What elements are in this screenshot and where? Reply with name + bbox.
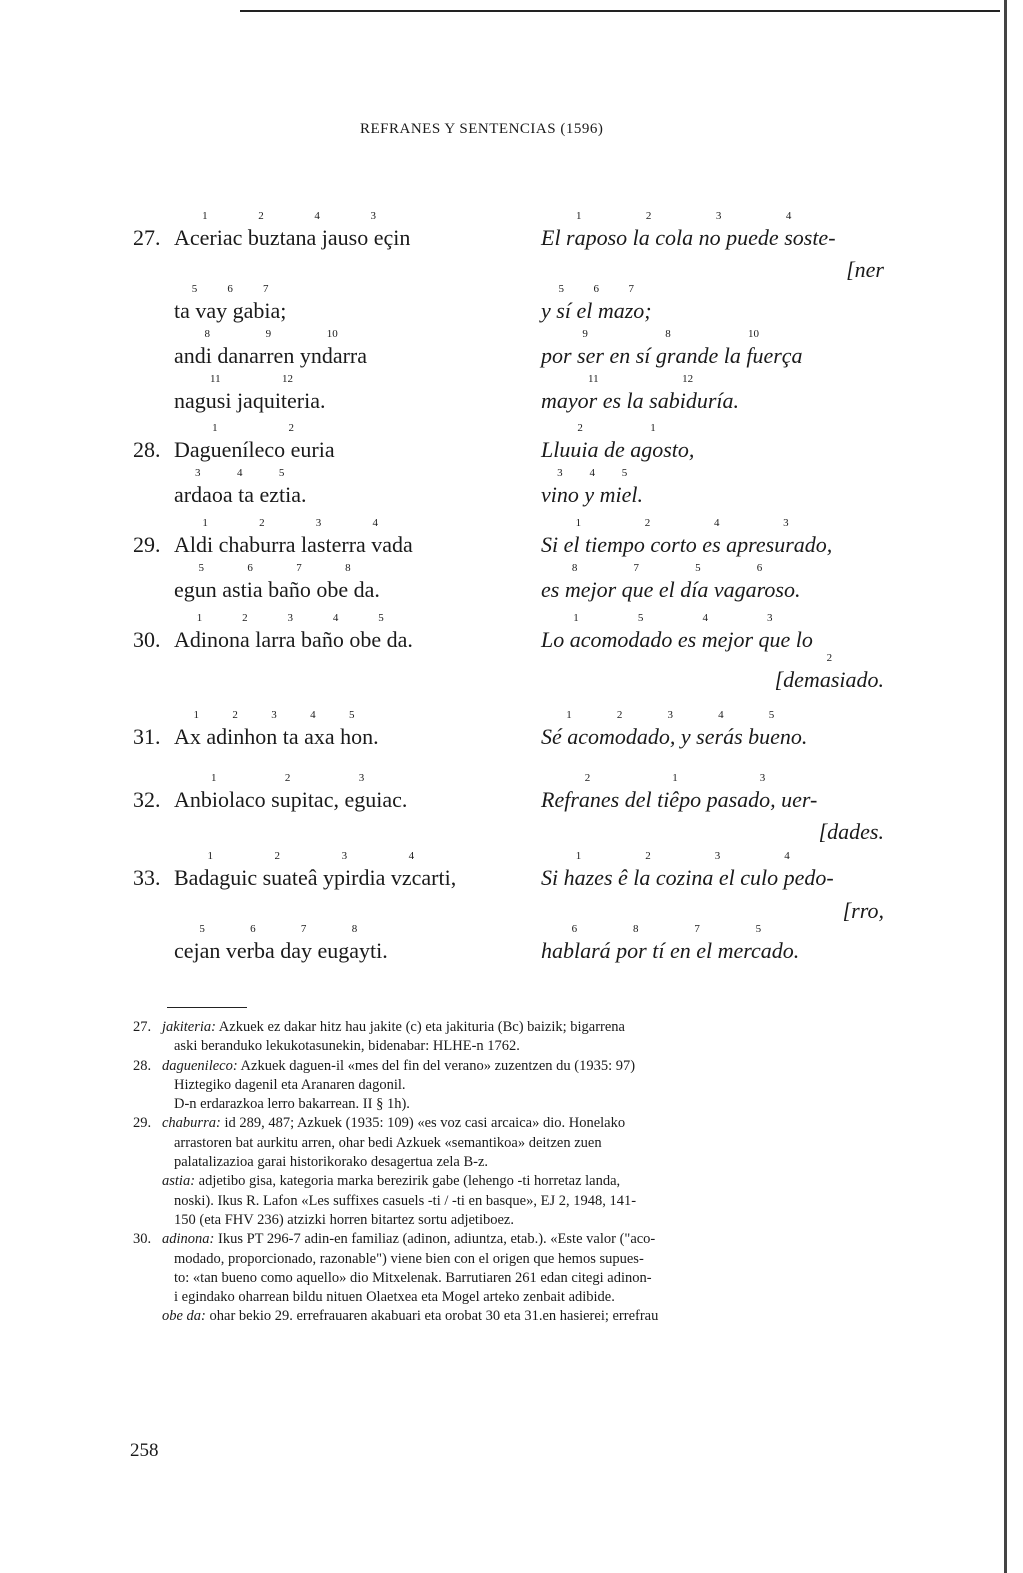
word-order-mark: 2 <box>242 612 248 624</box>
basque-line: Ax adinhon ta axa hon. <box>174 724 379 749</box>
word-order-mark: 2 <box>288 422 294 434</box>
spanish-line: [ner <box>846 257 884 282</box>
footnote-text: Ikus PT 296-7 adin-en familiaz (adinon, adiuntza, etab.). «Este valor ("aco- <box>217 1231 656 1248</box>
footnote-text: Azkuek daguen-il «mes del fin del verano» zuzentzen du (1935: 97) <box>240 1057 636 1074</box>
word-order-mark: 3 <box>667 709 674 721</box>
basque-line: nagusi jaquiteria. <box>174 388 326 413</box>
word-order-mark: 8 <box>345 562 351 574</box>
word-order-mark: 3 <box>341 850 348 862</box>
spanish-line: Sé acomodado, y serás bueno. <box>541 724 808 749</box>
word-order-mark: 7 <box>694 923 700 935</box>
footnote-term: adinona: <box>162 1231 215 1248</box>
word-order-mark: 5 <box>278 467 285 479</box>
footnote-text: D-n erdarazkoa lerro bakarrean. II § 1h). <box>174 1096 410 1113</box>
word-order-mark: 1 <box>210 772 217 784</box>
footnote-text: palatalizazioa garai historikorako desagertua zela B-z. <box>174 1154 489 1171</box>
proverb-number: 28. <box>133 437 161 462</box>
word-order-mark: 1 <box>202 210 208 222</box>
word-order-mark: 8 <box>204 328 211 340</box>
footnote-text: ohar bekio 29. errefrauaren akabuari eta orobat 30 eta 31.en hasierei; errefrau <box>209 1308 659 1325</box>
word-order-mark: 4 <box>332 612 339 624</box>
word-order-mark: 4 <box>713 517 720 529</box>
word-order-mark: 5 <box>558 283 564 295</box>
spanish-line: y sí el mazo; <box>541 298 652 323</box>
right-border-rule <box>1004 0 1007 1573</box>
word-order-mark: 3 <box>557 467 563 479</box>
footnote-term: jakiteria: <box>162 1019 216 1035</box>
word-order-mark: 5 <box>621 467 628 479</box>
word-order-mark: 3 <box>358 772 365 784</box>
footnote <box>133 1057 903 1115</box>
word-order-mark: 3 <box>714 850 721 862</box>
word-order-mark: 2 <box>645 210 652 222</box>
footnote-number: 28. <box>133 1057 152 1074</box>
word-order-mark: 2 <box>259 517 265 529</box>
word-order-mark: 2 <box>284 772 291 784</box>
word-order-mark: 8 <box>665 328 671 340</box>
word-order-mark: 7 <box>633 562 639 574</box>
footnote-term: obe da: <box>162 1308 206 1325</box>
spanish-line: [rro, <box>842 898 884 923</box>
word-order-mark: 5 <box>637 612 644 624</box>
word-order-mark: 5 <box>198 562 204 574</box>
basque-line: ardaoa ta eztia. <box>174 482 307 507</box>
word-order-mark: 1 <box>650 422 656 434</box>
footnote-text: i egindako oharrean bildu nituen Olaetxea eta Mogel arteko zenbait adibide. <box>174 1289 615 1306</box>
spanish-line: mayor es la sabiduría. <box>541 388 739 413</box>
basque-line: Adinona larra baño obe da. <box>174 627 413 652</box>
word-order-mark: 10 <box>326 328 338 340</box>
word-order-mark: 2 <box>258 210 264 222</box>
footnote-text: id 289, 487; Azkuek (1935: 109) «es voz casi arcaica» dio. Honelako <box>224 1115 626 1132</box>
word-order-mark: 4 <box>784 850 790 862</box>
word-order-mark: 1 <box>193 709 199 721</box>
footnote <box>133 1114 903 1172</box>
word-order-mark: 7 <box>300 923 307 935</box>
word-order-mark: 6 <box>227 283 233 295</box>
spanish-line: [dades. <box>818 819 884 844</box>
word-order-mark: 1 <box>573 612 579 624</box>
word-order-mark: 4 <box>236 467 243 479</box>
spanish-line: [demasiado. <box>774 667 884 692</box>
word-order-mark: 12 <box>682 373 694 385</box>
footnote <box>133 1018 903 1057</box>
word-order-mark: 2 <box>645 850 651 862</box>
spanish-line: Lo acomodado es mejor que lo <box>541 627 813 652</box>
spanish-line: El raposo la cola no puede soste- <box>541 225 836 250</box>
word-order-mark: 1 <box>212 422 218 434</box>
footnote-text: 150 (eta FHV 236) atzizki horren bitartez sortu adjetiboez. <box>174 1211 514 1228</box>
spanish-line: Si el tiempo corto es apresurado, <box>541 532 833 557</box>
spanish-line: es mejor que el día vagaroso. <box>541 577 801 602</box>
footnote <box>133 1230 903 1307</box>
word-order-mark: 2 <box>232 709 238 721</box>
footnote <box>133 1172 903 1230</box>
spanish-line: por ser en sí grande la fuerça <box>541 343 803 368</box>
word-order-mark: 5 <box>378 612 384 624</box>
word-order-mark: 3 <box>370 210 376 222</box>
proverb-number: 32. <box>133 787 161 812</box>
word-order-mark: 11 <box>588 373 599 385</box>
footnote-text: modado, proporcionado, razonable") viene bien con el origen que hemos supues- <box>174 1250 644 1267</box>
word-order-mark: 12 <box>281 373 293 385</box>
word-order-mark: 1 <box>566 709 572 721</box>
footnote-text: noski). Ikus R. Lafon «Les suffixes casuels -ti / -ti en basque», EJ 2, 1948, 141- <box>174 1192 637 1209</box>
page-number: 258 <box>130 1440 159 1461</box>
word-order-mark: 1 <box>575 850 582 862</box>
word-order-mark: 5 <box>695 562 701 574</box>
footnote-separator <box>167 1007 247 1008</box>
word-order-mark: 3 <box>759 772 766 784</box>
top-border-rule <box>240 10 1000 12</box>
word-order-mark: 5 <box>348 709 355 721</box>
word-order-mark: 3 <box>783 517 789 529</box>
word-order-mark: 3 <box>271 709 277 721</box>
proverb-number: 31. <box>133 724 161 749</box>
word-order-mark: 4 <box>314 210 320 222</box>
footnote-text: Azkuek ez dakar hitz hau jakite (c) eta jakituria (Bc) baizik; bigarrena <box>218 1019 625 1035</box>
word-order-mark: 2 <box>826 652 833 664</box>
word-order-mark: 5 <box>768 709 775 721</box>
word-order-mark: 6 <box>571 923 578 935</box>
word-order-mark: 3 <box>715 210 722 222</box>
word-order-mark: 4 <box>785 210 792 222</box>
footnote-term: daguenileco: <box>162 1057 238 1074</box>
word-order-mark: 6 <box>247 562 253 574</box>
word-order-mark: 10 <box>748 328 760 340</box>
basque-line: Aceriac buztana jauso eçin <box>174 225 411 250</box>
word-order-mark: 1 <box>196 612 203 624</box>
basque-line: Anbiolaco supitac, eguiac. <box>174 787 408 812</box>
word-order-mark: 1 <box>575 210 582 222</box>
word-order-mark: 1 <box>202 517 208 529</box>
word-order-mark: 8 <box>633 923 639 935</box>
word-order-mark: 6 <box>250 923 256 935</box>
proverb-number: 33. <box>133 865 161 890</box>
word-order-mark: 4 <box>310 709 316 721</box>
footnote-text: arrastoren bat aurkitu arren, ohar bedi Azkuek «semantikoa» deitzen zuen <box>174 1134 602 1151</box>
basque-line: cejan verba day eugayti. <box>174 938 388 963</box>
footnote-term: chaburra: <box>162 1115 221 1132</box>
word-order-mark: 9 <box>265 328 272 340</box>
word-order-mark: 4 <box>372 517 379 529</box>
word-order-mark: 8 <box>571 562 578 574</box>
word-order-mark: 6 <box>756 562 763 574</box>
spanish-line: Si hazes ê la cozina el culo pedo- <box>541 865 834 890</box>
basque-line: Badaguic suateâ ypirdia vzcarti, <box>174 865 457 890</box>
basque-line: Aldi chaburra lasterra vada <box>174 532 413 557</box>
word-order-mark: 7 <box>296 562 302 574</box>
footnote-text: Hiztegiko dagenil eta Aranaren dagonil. <box>174 1076 406 1093</box>
word-order-mark: 4 <box>408 850 415 862</box>
word-order-mark: 3 <box>287 612 293 624</box>
footnote-text: adjetibo gisa, kategoria marka berezirik gabe (lehengo -ti horretaz landa, <box>198 1173 621 1190</box>
basque-line: andi danarren yndarra <box>174 343 368 368</box>
basque-line: ta vay gabia; <box>174 298 287 323</box>
word-order-mark: 2 <box>644 517 651 529</box>
word-order-mark: 9 <box>582 328 588 340</box>
word-order-mark: 5 <box>199 923 205 935</box>
word-order-mark: 3 <box>767 612 773 624</box>
footnote-term: astia: <box>162 1173 196 1190</box>
proverb-number: 30. <box>133 627 161 652</box>
word-order-mark: 5 <box>755 923 762 935</box>
word-order-mark: 5 <box>191 283 198 295</box>
footnote-number: 27. <box>133 1019 152 1035</box>
word-order-mark: 4 <box>718 709 724 721</box>
word-order-mark: 7 <box>262 283 269 295</box>
word-order-mark: 2 <box>616 709 623 721</box>
word-order-mark: 3 <box>194 467 201 479</box>
word-order-mark: 4 <box>702 612 708 624</box>
word-order-mark: 8 <box>351 923 358 935</box>
word-order-mark: 3 <box>315 517 322 529</box>
footnote-number: 29. <box>133 1115 152 1132</box>
word-order-mark: 1 <box>672 772 678 784</box>
word-order-mark: 2 <box>584 772 591 784</box>
word-order-mark: 1 <box>575 517 582 529</box>
proverb-number: 29. <box>133 532 161 557</box>
word-order-mark: 6 <box>593 283 600 295</box>
word-order-mark: 7 <box>628 283 635 295</box>
footnotes <box>133 1018 903 1327</box>
footnote <box>133 1307 903 1326</box>
footnote-text: to: «tan bueno como aquello» dio Mitxelenak. Barrutiaren 261 edan citegi adinon- <box>174 1269 652 1286</box>
basque-line: egun astia baño obe da. <box>174 577 380 602</box>
word-order-mark: 11 <box>209 373 221 385</box>
footnote-number: 30. <box>133 1231 152 1248</box>
word-order-mark: 4 <box>589 467 595 479</box>
spanish-line: Lluuia de agosto, <box>541 437 695 462</box>
basque-line: Dagueníleco euria <box>174 437 335 462</box>
proverb-number: 27. <box>133 225 161 250</box>
spanish-line: hablará por tí en el mercado. <box>541 938 800 963</box>
footnote-text: aski beranduko lekukotasunekin, bidenabar: HLHE-n 1762. <box>174 1038 520 1055</box>
running-head: REFRANES Y SENTENCIAS (1596) <box>360 121 604 137</box>
spanish-line: Refranes del tiêpo pasado, uer- <box>541 787 818 812</box>
word-order-mark: 1 <box>207 850 213 862</box>
word-order-mark: 2 <box>577 422 583 434</box>
word-order-mark: 2 <box>274 850 281 862</box>
spanish-line: vino y miel. <box>541 482 644 507</box>
